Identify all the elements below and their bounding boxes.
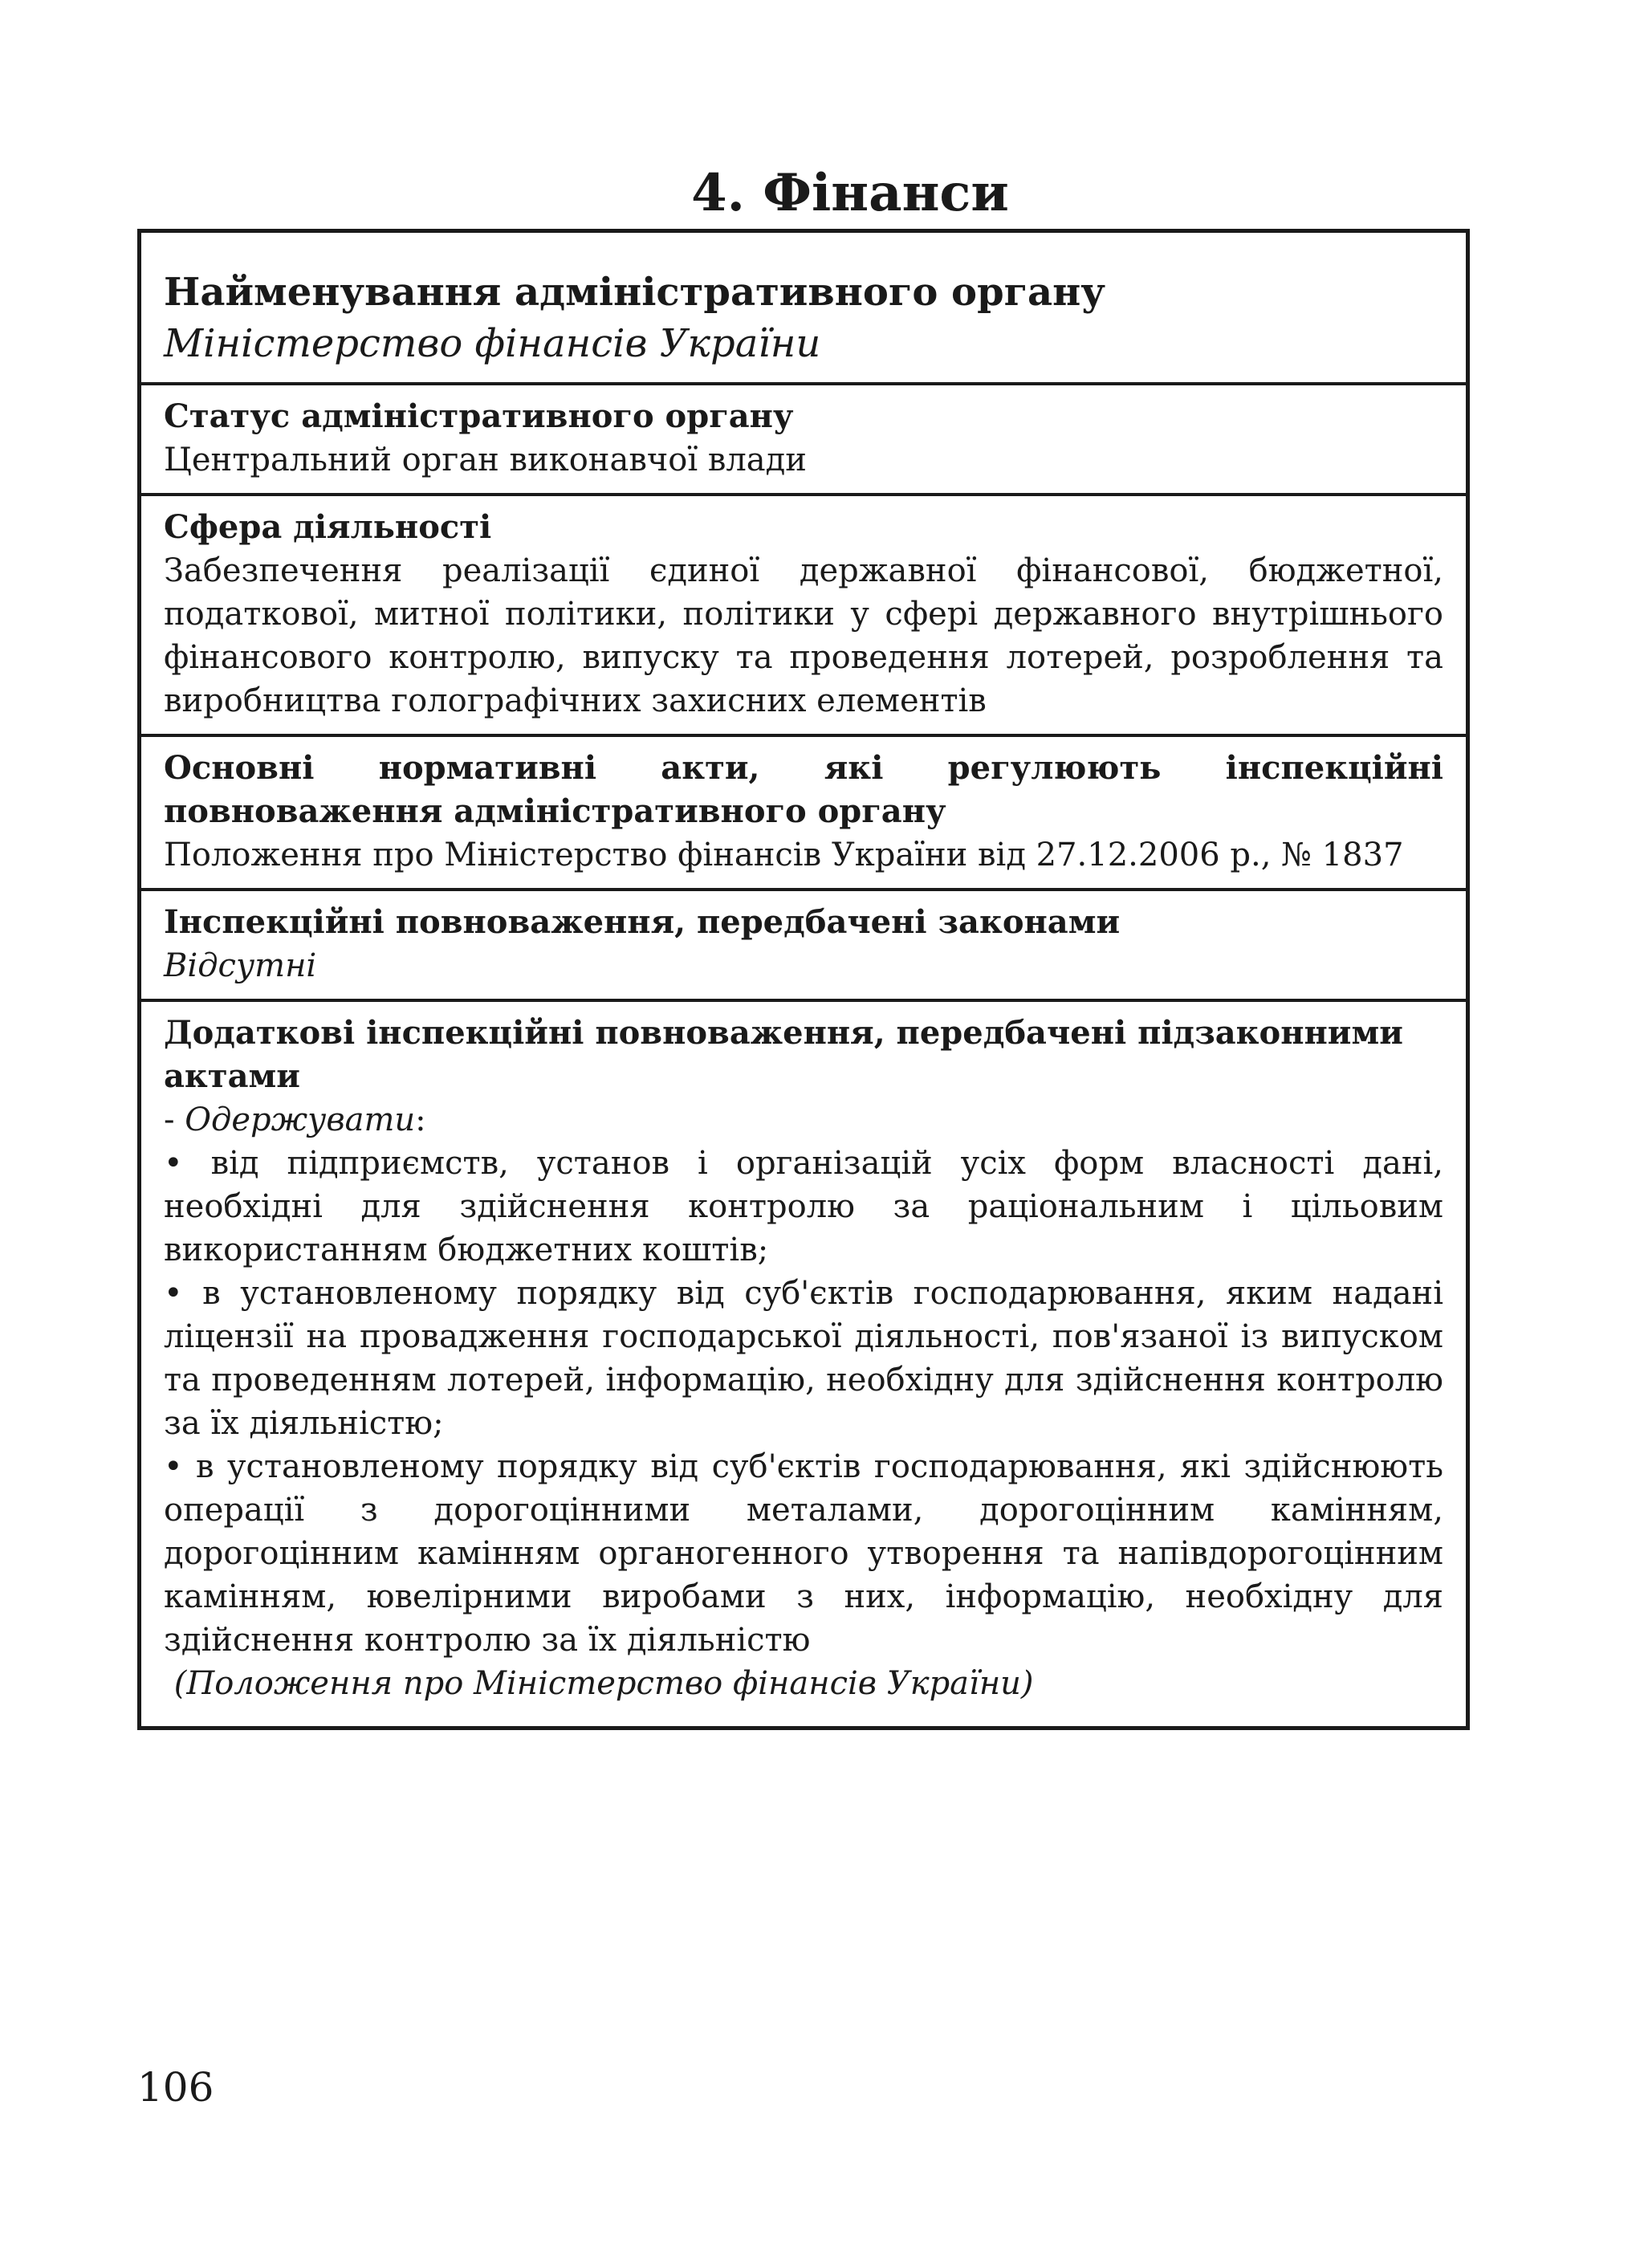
intro-word: Одержувати [185, 1101, 416, 1138]
section-acts [141, 734, 1466, 888]
section-name [141, 233, 1466, 382]
section-law-powers-value: Відсутні [164, 947, 317, 984]
list-item: • в установленому порядку від суб'єктів господарювання, яким надані ліцензії на провадження господарської діяльності, пов'язаної із випуском та проведенням лотерей, інформацію, необхідну для здійснення контролю за їх діяльністю; [164, 1275, 1443, 1442]
page-number: 106 [137, 2064, 214, 2111]
section-status [141, 382, 1466, 493]
section-status-value: Центральний орган виконавчої влади [164, 442, 807, 478]
list-item: • від підприємств, установ і організацій усіх форм власності дані, необхідні для здійснення контролю за раціональним і цільовим використанням бюджетних коштів; [164, 1145, 1443, 1268]
intro-colon: : [415, 1101, 426, 1138]
source-note: (Положення про Міністерство фінансів України) [164, 1665, 1034, 1702]
section-sphere-value: Забезпечення реалізації єдиної державної фінансової, бюджетної, податкової, митної політики, політики у сфері державного внутрішнього фінансового контролю, випуску та проведення лотерей, розроблення та виробництва голографічних захисних елементів [164, 552, 1443, 719]
section-acts-value: Положення про Міністерство фінансів України від 27.12.2006 р., № 1837 [164, 837, 1404, 873]
section-law-powers [141, 888, 1466, 999]
section-sphere [141, 493, 1466, 734]
section-acts-heading: Основні нормативні акти, які регулюють інспекційні повноваження адміністративного органу [164, 749, 1443, 830]
section-law-powers-heading: Інспекційні повноваження, передбачені законами [164, 903, 1121, 941]
page-title: 4. Фінанси [691, 163, 1009, 223]
section-sphere-heading: Сфера діяльності [164, 508, 492, 546]
section-name-heading: Найменування адміністративного органу [164, 270, 1105, 315]
list-item: • в установленому порядку від суб'єктів господарювання, які здійснюють операції з дорогоцінними металами, дорогоцінним камінням, дорогоцінним камінням органогенного утворення та напівдорогоцінним камінням, ювелірними виробами з них, інформацію, необхідну для здійснення контролю за їх діяльністю [164, 1448, 1443, 1659]
intro-dash: - [164, 1101, 185, 1138]
section-status-heading: Статус адміністративного органу [164, 397, 794, 435]
section-extra-powers-heading: Додаткові інспекційні повноваження, передбачені підзаконними актами [164, 1014, 1403, 1095]
section-extra-powers [141, 999, 1466, 1726]
extra-powers-intro [164, 1098, 1443, 1142]
section-name-value: Міністерство фінансів України [164, 321, 821, 366]
info-table [137, 229, 1470, 1730]
